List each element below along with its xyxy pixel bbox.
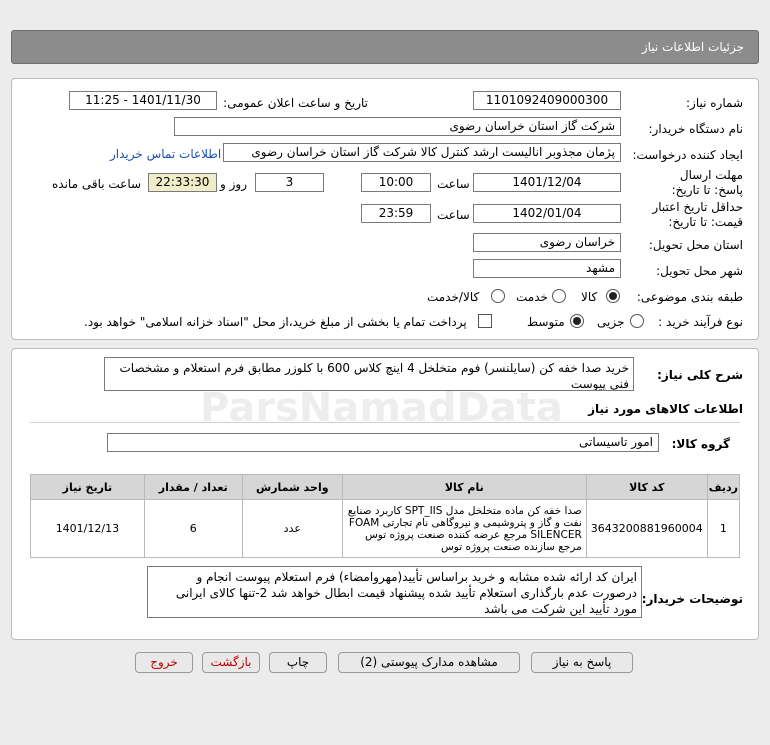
deadline-date-field: 1401/12/04	[473, 173, 621, 192]
validity-time-label: ساعت	[437, 208, 470, 222]
cell-qty: 6	[144, 500, 242, 558]
days-field: 3	[255, 173, 324, 192]
city-field: مشهد	[473, 259, 621, 278]
buyer-org-field: شرکت گاز استان خراسان رضوی	[174, 117, 621, 136]
cell-code: 3643200881960004	[586, 500, 707, 558]
goods-section-title: اطلاعات کالاهای مورد نیاز	[588, 402, 743, 416]
validity-label: حداقل تاریخ اعتبار قیمت: تا تاریخ:	[652, 200, 743, 229]
col-name-header: نام کالا	[342, 475, 586, 500]
process-option-medium: متوسط	[527, 315, 565, 329]
summary-text: خرید صدا خفه کن (سایلنسر) فوم متخلخل 4 اینچ کلاس 600 با کلوزر مطابق فرم استعلام و مشخصات فنی پیوست	[104, 357, 634, 391]
process-option-minor: جزیی	[597, 315, 625, 329]
payment-note: پرداخت تمام یا بخشی از مبلغ خرید،از محل "اسناد خزانه اسلامی" خواهد بود.	[84, 315, 467, 329]
creator-field: پژمان مجذوبر انالیست ارشد کنترل کالا شرکت گاز استان خراسان رضوی	[223, 143, 621, 162]
category-radio-goods[interactable]	[606, 289, 620, 303]
goods-group-label: گروه کالا:	[671, 437, 730, 451]
process-label: نوع فرآیند خرید :	[658, 315, 743, 329]
deadline-time-field: 10:00	[361, 173, 431, 192]
col-unit-header: واحد شمارش	[242, 475, 342, 500]
process-radio-minor[interactable]	[630, 314, 644, 328]
page-header	[11, 30, 759, 64]
reply-button[interactable]: پاسخ به نیاز	[531, 652, 633, 673]
remaining-label: ساعت باقی مانده	[52, 177, 142, 191]
cell-date: 1401/12/13	[31, 500, 145, 558]
treasury-payment-checkbox[interactable]	[478, 314, 492, 328]
print-button[interactable]: چاپ	[269, 652, 327, 673]
table-header-row	[31, 475, 740, 500]
city-label: شهر محل تحویل:	[656, 264, 743, 278]
province-field: خراسان رضوی	[473, 233, 621, 252]
attachments-button[interactable]: مشاهده مدارک پیوستی (2)	[338, 652, 520, 673]
category-label: طبقه بندی موضوعی:	[636, 290, 743, 304]
goods-table	[30, 474, 740, 558]
page-title: جزئیات اطلاعات نیاز	[641, 40, 744, 54]
announce-field: 1401/11/30 - 11:25	[69, 91, 217, 110]
table-row	[31, 500, 740, 558]
days-label: روز و	[220, 177, 247, 191]
col-qty-header: تعداد / مقدار	[144, 475, 242, 500]
col-code-header: کد کالا	[586, 475, 707, 500]
need-number-label: شماره نیاز:	[686, 96, 743, 110]
creator-label: ایجاد کننده درخواست:	[632, 148, 743, 162]
watermark-logo: ParsNamadData	[200, 385, 563, 431]
deadline-time-label: ساعت	[437, 177, 470, 191]
cell-row: 1	[707, 500, 739, 558]
summary-label: شرح کلی نیاز:	[657, 368, 743, 382]
col-date-header: تاریخ نیاز	[31, 475, 145, 500]
validity-time-field: 23:59	[361, 204, 431, 223]
category-option-both: کالا/خدمت	[427, 290, 480, 304]
deadline-label: مهلت ارسال پاسخ: تا تاریخ:	[671, 168, 743, 197]
remaining-time-field: 22:33:30	[148, 173, 217, 192]
category-radio-service[interactable]	[552, 289, 566, 303]
back-button[interactable]: بازگشت	[202, 652, 260, 673]
buyer-notes-label: توضیحات خریدار:	[641, 592, 743, 606]
cell-name: صدا خفه کن ماده متخلخل مدل SPT_IIS کاربرد صنایع نفت و گاز و پتروشیمی و نیروگاهی نام تجارتی FOAM SILENCER مرجع عرضه کننده صنعت پروژه توس مرجع سازنده صنعت پروژه توس	[342, 500, 586, 558]
cell-unit: عدد	[242, 500, 342, 558]
category-option-goods: کالا	[581, 290, 598, 304]
buyer-org-label: نام دستگاه خریدار:	[648, 122, 743, 136]
category-option-service: خدمت	[516, 290, 548, 304]
buyer-notes-text: ایران کد ارائه شده مشابه و خرید براساس تأیید(مهروامضاء) فرم استعلام پیوست انجام و درصورت عدم بارگذاری استعلام تأیید شده پیشنهاد قیمت ابطال خواهد شد 2-تنها کالای ایرانی مورد تأیید این شرکت می باشد	[147, 566, 642, 618]
validity-date-field: 1402/01/04	[473, 204, 621, 223]
need-number-field: 1101092409000300	[473, 91, 621, 110]
col-row-header: ردیف	[707, 475, 739, 500]
province-label: استان محل تحویل:	[648, 238, 743, 252]
announce-label: تاریخ و ساعت اعلان عمومی:	[223, 96, 368, 110]
exit-button[interactable]: خروج	[135, 652, 193, 673]
goods-group-field: امور تاسیساتی	[107, 433, 659, 452]
category-radio-both[interactable]	[491, 289, 505, 303]
contact-info-link[interactable]: اطلاعات تماس خریدار	[110, 147, 222, 161]
process-radio-medium[interactable]	[570, 314, 584, 328]
